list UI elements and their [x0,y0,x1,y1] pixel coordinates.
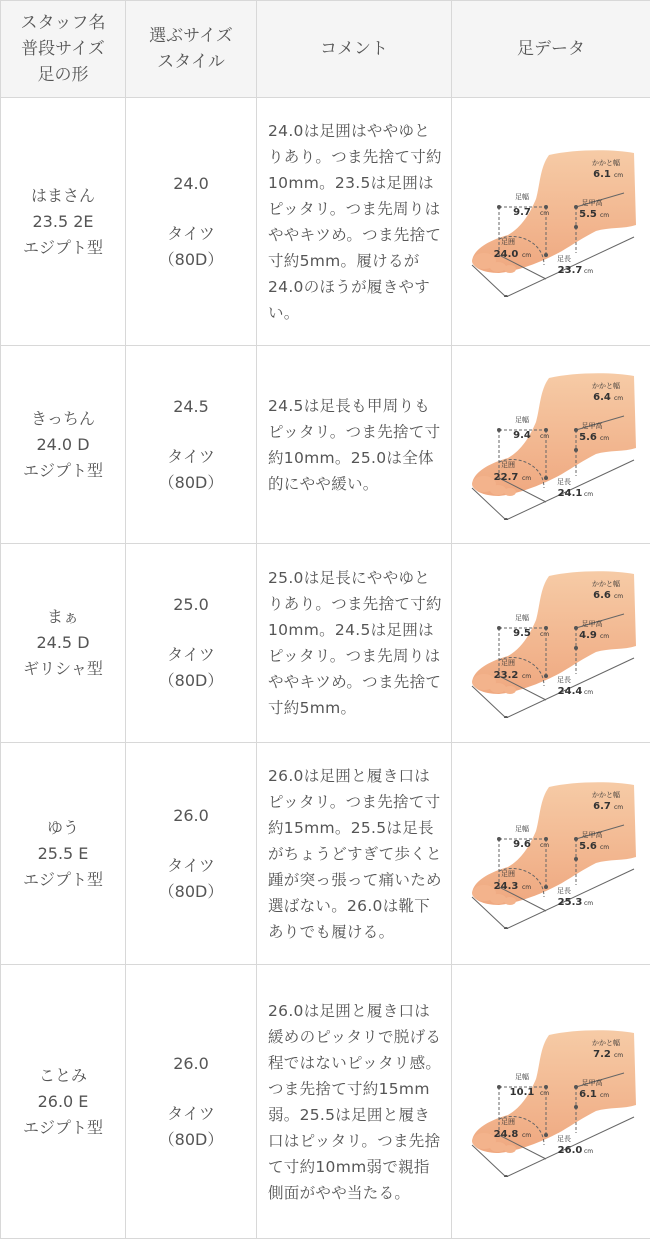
usual-size: 24.0 D [36,434,90,454]
chosen-size: 26.0 [173,805,209,825]
width-value: 9.7 [512,206,531,218]
size-cell [126,544,257,743]
comment-cell: 26.0は足囲と履き口はピッタリ。つま先捨て寸約15mm。25.5は足長がちょうどすぎて歩くと踵が突っ張って痛いため選ばない。26.0は靴下ありでも履ける。 [257,743,452,965]
chosen-size: 24.5 [173,396,209,416]
instep-label: 足甲高 [581,830,602,839]
length-label: 足長 [556,886,571,895]
length-value: 26.0 [557,1144,582,1156]
foot-diagram [464,1027,639,1177]
heel-value: 7.2 [592,1048,611,1060]
heel-label: かかと幅 [591,381,620,390]
heel-label: かかと幅 [591,790,620,799]
heel-value: 6.4 [592,391,611,403]
heel-unit: cm [613,803,623,811]
length-label: 足長 [556,676,571,684]
heel-unit: cm [613,1051,623,1059]
girth-label: 足囲 [500,460,515,469]
foot-diagram [464,147,639,297]
comment-cell: 26.0は足囲と履き口は緩めのピッタリで脱げる程ではないピッタリ感。つま先捨て寸約15mm弱。25.5は足囲と履き口はピッタリ。つま先捨て寸約10mm弱で親指側面がやや当たる。 [257,965,452,1239]
header-size: 選ぶサイズ スタイル [126,1,257,98]
foot-data-cell [452,98,650,346]
length-unit: cm [583,490,593,498]
comment-cell: 25.0は足長にややゆとりあり。つま先捨て寸約10mm。24.5は足囲はピッタリ。つま先周りはややキツめ。つま先捨て寸約5mm。 [257,544,452,743]
instep-unit: cm [599,434,609,442]
foot-shape: エジプト型 [22,1117,103,1137]
table-row [1,346,650,544]
header-foot-data: 足データ [452,1,650,98]
instep-label: 足甲高 [581,1078,602,1087]
girth-unit: cm [521,883,531,891]
length-unit: cm [583,899,593,907]
length-label: 足長 [556,254,571,263]
staff-name: ことみ [38,1065,87,1085]
chosen-size: 25.0 [173,595,209,614]
length-unit: cm [583,1147,593,1155]
table-row [1,743,650,965]
comment-cell: 24.5は足長も甲周りもピッタリ。つま先捨て寸約10mm。25.0は全体的にやや緩い。 [257,346,452,544]
girth-label: 足囲 [500,659,515,667]
chosen-size: 24.0 [173,173,209,193]
girth-label: 足囲 [500,1117,515,1126]
style: タイツ [167,645,215,664]
usual-size: 26.0 E [37,1091,89,1111]
girth-value: 23.2 [493,670,518,681]
width-label: 足幅 [514,415,529,424]
width-label: 足幅 [514,824,529,833]
staff-cell [1,965,126,1239]
foot-shape: エジプト型 [22,869,103,889]
foot-data-cell [452,544,650,743]
length-label: 足長 [556,1134,571,1143]
length-label: 足長 [556,477,571,486]
staff-name: ゆう [46,817,79,837]
table-row [1,965,650,1239]
staff-cell [1,346,126,544]
width-unit: cm [539,631,549,638]
girth-unit: cm [521,474,531,482]
header-comment: コメント [257,1,452,98]
table-row [1,98,650,346]
staff-cell [1,98,126,346]
staff-name: きっちん [30,408,95,428]
foot-shape: エジプト型 [22,460,103,480]
instep-unit: cm [599,1091,609,1099]
heel-unit: cm [613,171,623,179]
heel-value: 6.6 [592,590,611,601]
instep-value: 5.6 [578,840,597,852]
length-value: 24.4 [557,686,582,697]
style: タイツ [167,855,215,875]
heel-label: かかと幅 [591,158,620,167]
denier: （80D） [158,881,224,901]
instep-unit: cm [599,633,609,640]
usual-size: 25.5 E [37,843,89,863]
girth-label: 足囲 [500,869,515,878]
length-value: 24.1 [557,487,582,499]
instep-value: 6.1 [578,1088,597,1100]
size-cell [126,965,257,1239]
width-value: 9.5 [512,628,531,639]
foot-data-cell [452,743,650,965]
chosen-size: 26.0 [173,1053,209,1073]
girth-value: 24.8 [493,1128,518,1140]
instep-unit: cm [599,843,609,851]
header-row [1,1,650,98]
usual-size: 24.5 D [36,633,90,652]
header-staff: スタッフ名 普段サイズ 足の形 [1,1,126,98]
size-cell [126,346,257,544]
width-value: 9.6 [512,838,531,850]
girth-value: 22.7 [493,471,518,483]
instep-label: 足甲高 [581,620,602,628]
staff-cell [1,743,126,965]
staff-cell [1,544,126,743]
style: タイツ [167,1103,215,1123]
foot-data-cell [452,965,650,1239]
heel-label: かかと幅 [591,1038,620,1047]
width-label: 足幅 [514,614,529,622]
width-value: 10.1 [509,1086,534,1098]
heel-value: 6.1 [592,168,611,180]
staff-name: まぁ [46,607,79,626]
length-unit: cm [583,689,593,696]
foot-diagram [464,568,639,718]
foot-data-cell [452,346,650,544]
heel-value: 6.7 [592,800,611,812]
heel-unit: cm [613,394,623,402]
instep-label: 足甲高 [581,198,602,207]
instep-value: 5.6 [578,431,597,443]
denier: （80D） [158,1129,224,1149]
instep-value: 5.5 [578,208,597,220]
girth-unit: cm [521,1131,531,1139]
girth-value: 24.0 [493,248,518,260]
comment-cell: 24.0は足囲はややゆとりあり。つま先捨て寸約10mm。23.5は足囲はピッタリ。つま先周りはややキツめ。つま先捨て寸約5mm。履けるが24.0のほうが履きやすい。 [257,98,452,346]
table-row [1,544,650,743]
size-cell [126,743,257,965]
instep-label: 足甲高 [581,421,602,430]
heel-unit: cm [613,593,623,600]
instep-unit: cm [599,211,609,219]
denier: （80D） [158,249,224,269]
denier: （80D） [158,472,224,492]
width-unit: cm [539,209,549,217]
usual-size: 23.5 2E [32,211,94,231]
length-unit: cm [583,267,593,275]
girth-unit: cm [521,251,531,259]
width-value: 9.4 [512,429,531,441]
width-unit: cm [539,1089,549,1097]
foot-diagram [464,370,639,520]
style: タイツ [167,223,215,243]
girth-label: 足囲 [500,237,515,246]
size-cell [126,98,257,346]
girth-value: 24.3 [493,880,518,892]
width-label: 足幅 [514,1072,529,1081]
instep-value: 4.9 [578,630,597,641]
heel-label: かかと幅 [591,580,620,588]
denier: （80D） [158,671,224,690]
length-value: 23.7 [557,264,582,276]
foot-shape: エジプト型 [22,237,103,257]
girth-unit: cm [521,673,531,680]
foot-shape: ギリシャ型 [23,659,103,678]
width-unit: cm [539,841,549,849]
width-label: 足幅 [514,192,529,201]
foot-diagram [464,779,639,929]
staff-name: はまさん [30,185,95,205]
width-unit: cm [539,432,549,440]
style: タイツ [167,446,215,466]
length-value: 25.3 [557,896,582,908]
